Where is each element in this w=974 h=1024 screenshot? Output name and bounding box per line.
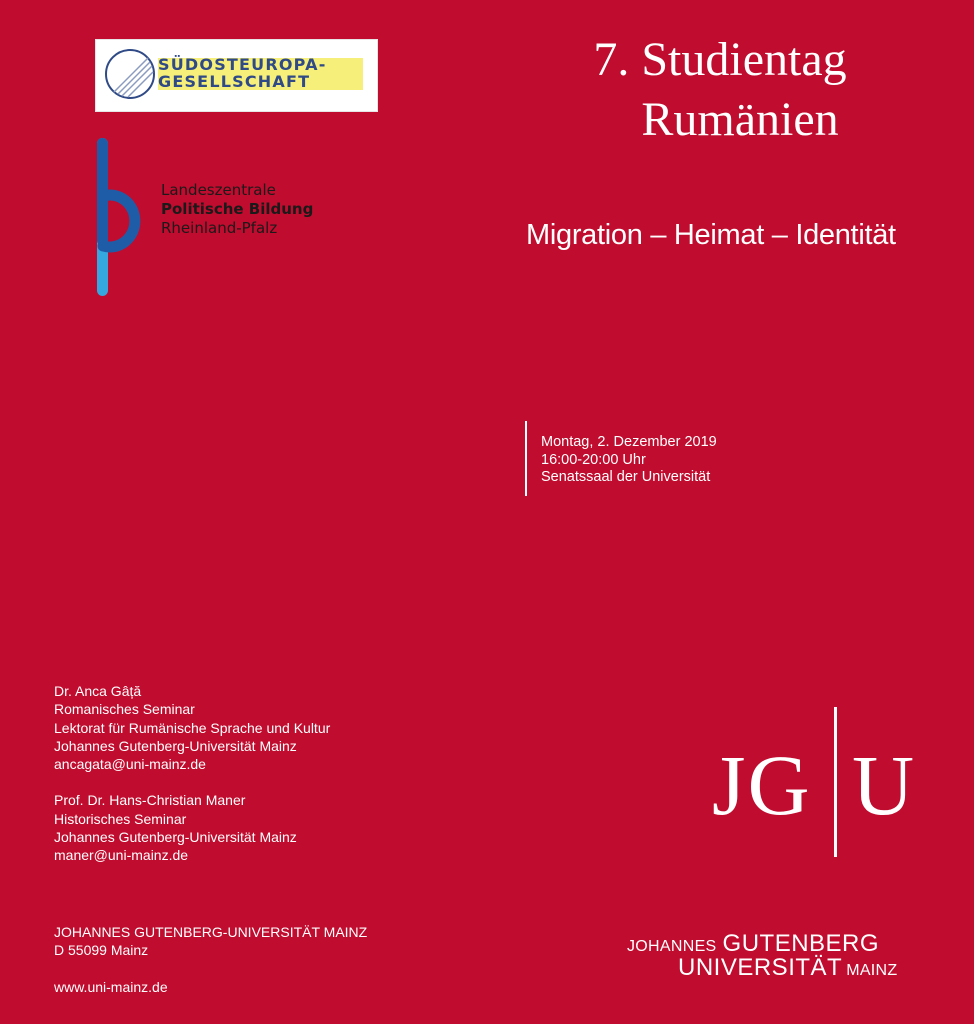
suedosteuropa-gesellschaft-logo <box>95 39 378 112</box>
contact-email[interactable]: ancagata@uni-mainz.de <box>54 756 206 773</box>
page-title <box>520 30 960 150</box>
event-time: 16:00-20:00 Uhr <box>541 451 646 468</box>
page-subtitle: Migration – Heimat – Identität <box>526 219 896 251</box>
event-place: Senatssaal der Universität <box>541 469 711 485</box>
lpb-line1: Landeszentrale <box>161 181 276 199</box>
website-link[interactable]: www.uni-mainz.de <box>54 979 168 995</box>
contact-unit: Lektorat für Rumänische Sprache und Kultur <box>54 719 331 736</box>
event-divider <box>525 421 527 496</box>
contact-dept: Historisches Seminar <box>54 810 187 827</box>
jgu-logo-u: U <box>852 737 915 833</box>
contacts <box>54 682 330 865</box>
lpb-logo-icon <box>94 138 142 296</box>
contact-dept: Romanisches Seminar <box>54 701 195 718</box>
event-date: Montag, 2. Dezember 2019 <box>541 434 717 450</box>
seg-logo-text <box>158 56 373 90</box>
lpb-line3: Rheinland-Pfalz <box>161 219 278 237</box>
seg-line1: SÜDOSTEUROPA- <box>158 55 327 74</box>
jgu-johannes: JOHANNES <box>627 938 717 955</box>
lpb-line2: Politische Bildung <box>161 200 314 218</box>
seg-line2: GESELLSCHAFT <box>158 72 311 91</box>
jgu-wordmark <box>627 930 917 982</box>
contact-email[interactable]: maner@uni-mainz.de <box>54 847 189 864</box>
jgu-mainz: MAINZ <box>846 962 898 979</box>
postal-address <box>54 923 367 960</box>
contact-name: Prof. Dr. Hans-Christian Maner <box>54 792 246 809</box>
jgu-universitaet: UNIVERSITÄT <box>678 954 843 981</box>
event-info <box>541 434 717 487</box>
jgu-gutenberg: GUTENBERG <box>722 930 880 957</box>
contact-name: Dr. Anca Gâță <box>54 683 142 699</box>
jgu-logo-jg: JG <box>712 737 812 833</box>
title-line1: 7. Studientag <box>593 33 847 86</box>
title-line2: Rumänien <box>641 93 839 146</box>
lpb-logo-text <box>161 181 313 238</box>
contact-university: Johannes Gutenberg-Universität Mainz <box>54 737 297 754</box>
jgu-logo-divider <box>834 707 837 857</box>
address-line1: JOHANNES GUTENBERG-UNIVERSITÄT MAINZ <box>54 924 368 940</box>
seg-circle-icon <box>104 48 156 100</box>
contact-university: Johannes Gutenberg-Universität Mainz <box>54 829 297 846</box>
address-line2: D 55099 Mainz <box>54 942 149 959</box>
